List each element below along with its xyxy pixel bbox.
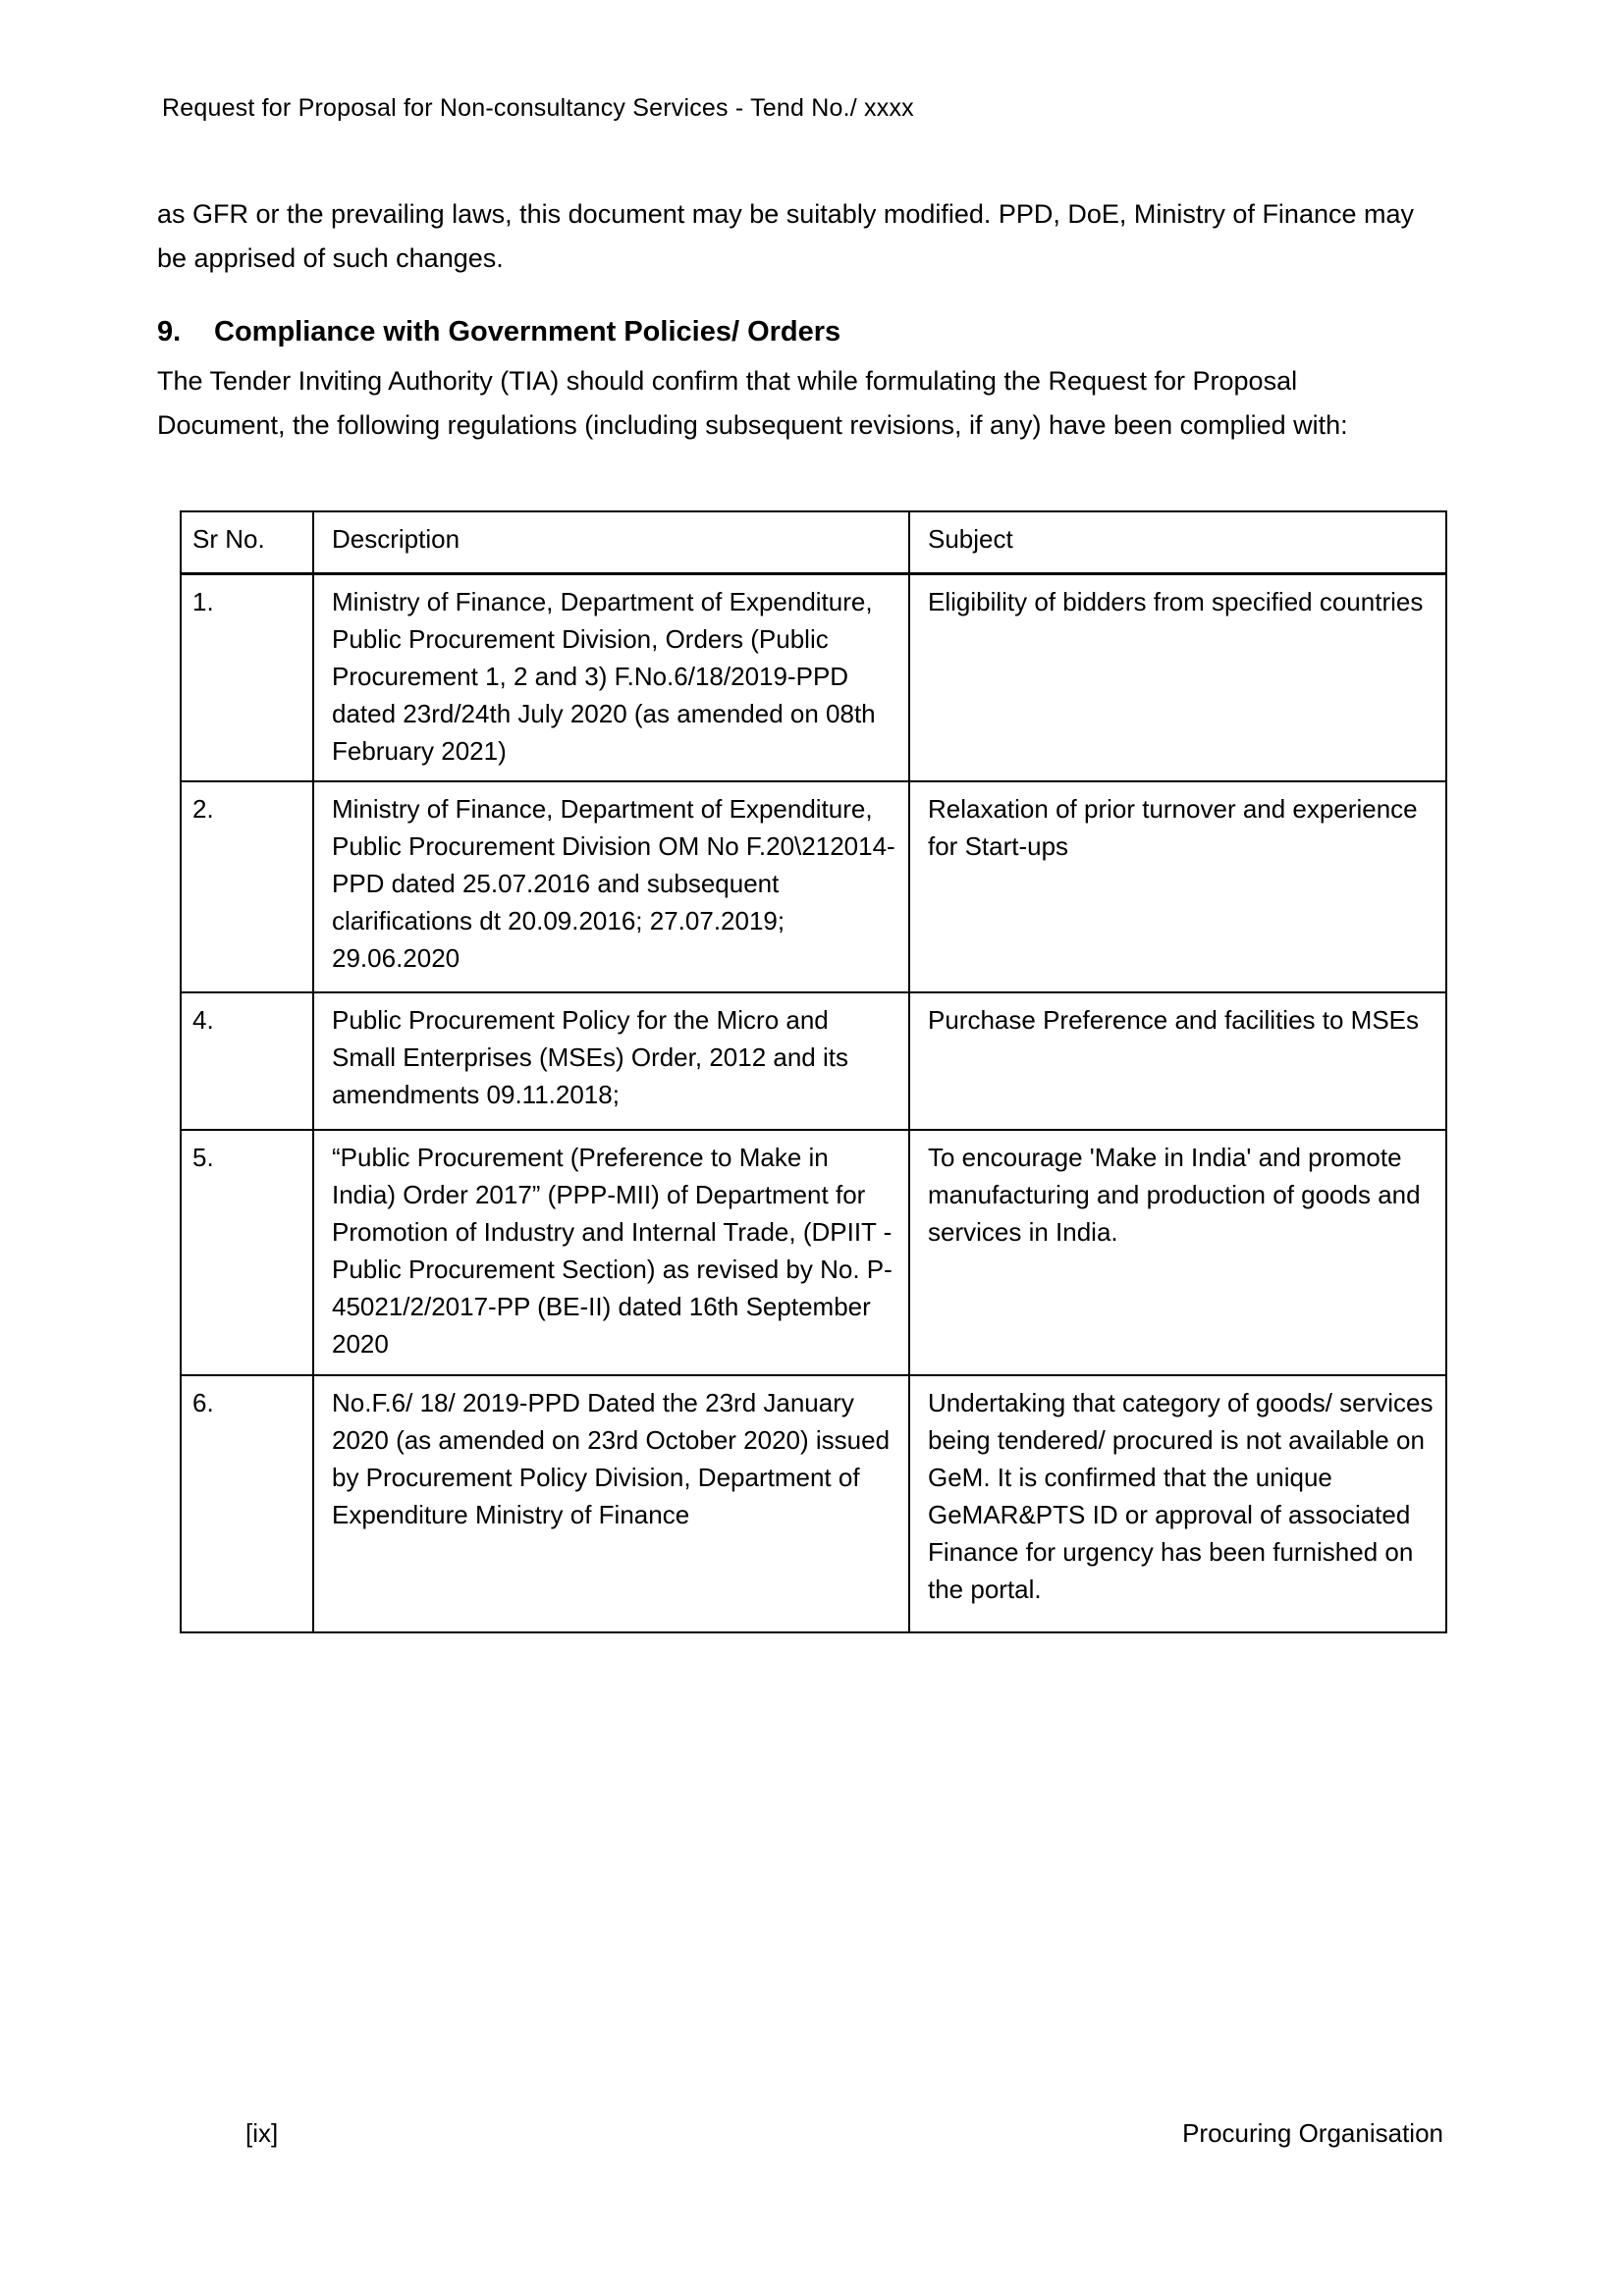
cell-sr-no: 4. [181,992,313,1130]
page-header: Request for Proposal for Non-consultancy Services - Tend No./ xxxx [162,94,914,122]
cell-subject: To encourage 'Make in India' and promote manufacturing and production of goods and services in India. [909,1130,1446,1375]
table-row [181,573,1446,781]
column-header-sr-no: Sr No. [181,511,313,573]
cell-description: No.F.6/ 18/ 2019-PPD Dated the 23rd January 2020 (as amended on 23rd October 2020) issued by Procurement Policy Division, Department of Expenditure Ministry of Finance [313,1375,909,1632]
table-row [181,781,1446,992]
table-row [181,1130,1446,1375]
cell-sr-no: 2. [181,781,313,992]
section-heading [157,314,840,349]
page-footer [157,2118,1443,2149]
cell-subject: Undertaking that category of goods/ services being tendered/ procured is not available on GeM. It is confirmed that the unique GeMAR&PTS ID or approval of associated Finance for urgency has been furnished on the portal. [909,1375,1446,1632]
compliance-table [180,510,1447,1633]
cell-description: Ministry of Finance, Department of Expenditure, Public Procurement Division, Orders (Public Procurement 1, 2 and 3) F.No.6/18/2019-PPD dated 23rd/24th July 2020 (as amended on 08th February 2021) [313,573,909,781]
cell-subject: Purchase Preference and facilities to MSEs [909,992,1446,1130]
cell-sr-no: 1. [181,573,313,781]
cell-description: Public Procurement Policy for the Micro and Small Enterprises (MSEs) Order, 2012 and its amendments 09.11.2018; [313,992,909,1130]
cell-sr-no: 6. [181,1375,313,1632]
cell-sr-no: 5. [181,1130,313,1375]
cell-subject: Eligibility of bidders from specified countries [909,573,1446,781]
column-header-description: Description [313,511,909,573]
cell-description: “Public Procurement (Preference to Make in India) Order 2017” (PPP-MII) of Department for Promotion of Industry and Internal Trade, (DPIIT - Public Procurement Section) as revised by No. P-45021/2/2017-PP (BE-II) dated 16th September 2020 [313,1130,909,1375]
table-row [181,992,1446,1130]
section-title: Compliance with Government Policies/ Orders [214,316,841,347]
table-row [181,1375,1446,1632]
page-number: [ix] [245,2118,279,2148]
column-header-subject: Subject [909,511,1446,573]
section-number: 9. [157,316,182,347]
section-intro-paragraph: The Tender Inviting Authority (TIA) should confirm that while formulating the Request for Proposal Document, the following regulations (including subsequent revisions, if any) have been complied with: [157,366,1348,440]
table-header-row [181,511,1446,573]
cell-description: Ministry of Finance, Department of Expenditure, Public Procurement Division OM No F.20\212014-PPD dated 25.07.2016 and subsequent clarifications dt 20.09.2016; 27.07.2019; 29.06.2020 [313,781,909,992]
cell-subject: Relaxation of prior turnover and experience for Start-ups [909,781,1446,992]
body-paragraph: as GFR or the prevailing laws, this document may be suitably modified. PPD, DoE, Ministry of Finance may be apprised of such changes. [157,199,1415,273]
footer-organisation-label: Procuring Organisation [1182,2118,1443,2148]
